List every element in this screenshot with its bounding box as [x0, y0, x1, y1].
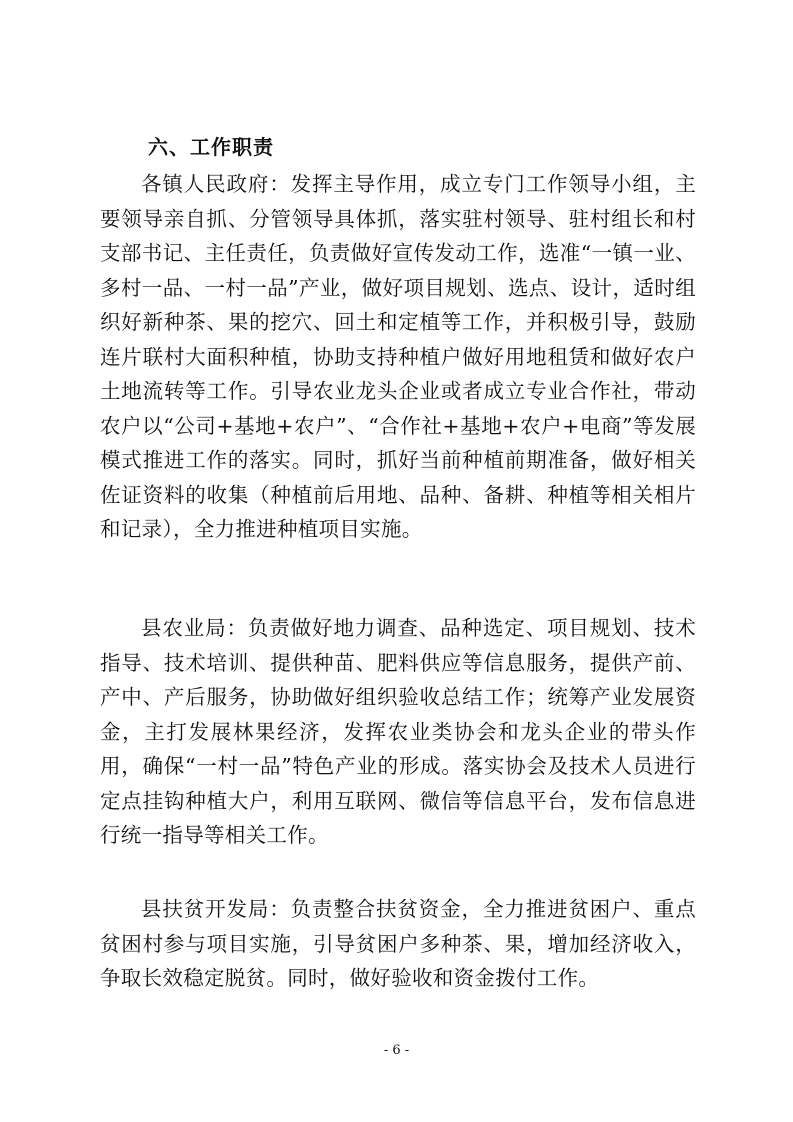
paragraph-lead: 县扶贫开发局：: [141, 897, 291, 921]
paragraph-lead: 各镇人民政府：: [141, 172, 291, 196]
paragraph-town-governments: [100, 167, 696, 547]
paragraph-body: 负责整合扶贫资金，全力推进贫困户、重点贫困村参与项目实施，引导贫困户多种茶、果，增加经济收入，争取长效稳定脱贫。同时，做好验收和资金拨付工作。: [100, 897, 696, 990]
page-number: - 6 -: [383, 1043, 410, 1058]
paragraph-body: 发挥主导作用，成立专门工作领导小组，主要领导亲自抓、分管领导具体抓，落实驻村领导、驻村组长和村支部书记、主任责任，负责做好宣传发动工作，选准“一镇一业、多村一品、一村一品”产业，做好项目规划、选点、设计，适时组织好新种茶、果的挖穴、回土和定植等工作，并积极引导，鼓励连片联村大面积种植，协助支持种植户做好用地租赁和做好农户土地流转等工作。引导农业龙头企业或者成立专业合作社，带动农户以“公司+基地+农户”、“合作社+基地+农户+电商”等发展模式推进工作的落实。同时，抓好当前种植前期准备，做好相关佐证资料的收集（种植前后用地、品种、备耕、种植等相关相片和记录），全力推进种植项目实施。: [100, 172, 696, 541]
section-heading: 六、工作职责: [148, 135, 274, 159]
paragraph-poverty-alleviation-bureau: [100, 892, 696, 996]
paragraph-agriculture-bureau: [100, 611, 696, 853]
paragraph-body: 负责做好地力调查、品种选定、项目规划、技术指导、技术培训、提供种苗、肥料供应等信息服务，提供产前、产中、产后服务，协助做好组织验收总结工作；统筹产业发展资金，主打发展林果经济，发挥农业类协会和龙头企业的带头作用，确保“一村一品”特色产业的形成。落实协会及技术人员进行定点挂钩种植大户，利用互联网、微信等信息平台，发布信息进行统一指导等相关工作。: [100, 616, 696, 847]
paragraph-lead: 县农业局：: [141, 616, 248, 640]
